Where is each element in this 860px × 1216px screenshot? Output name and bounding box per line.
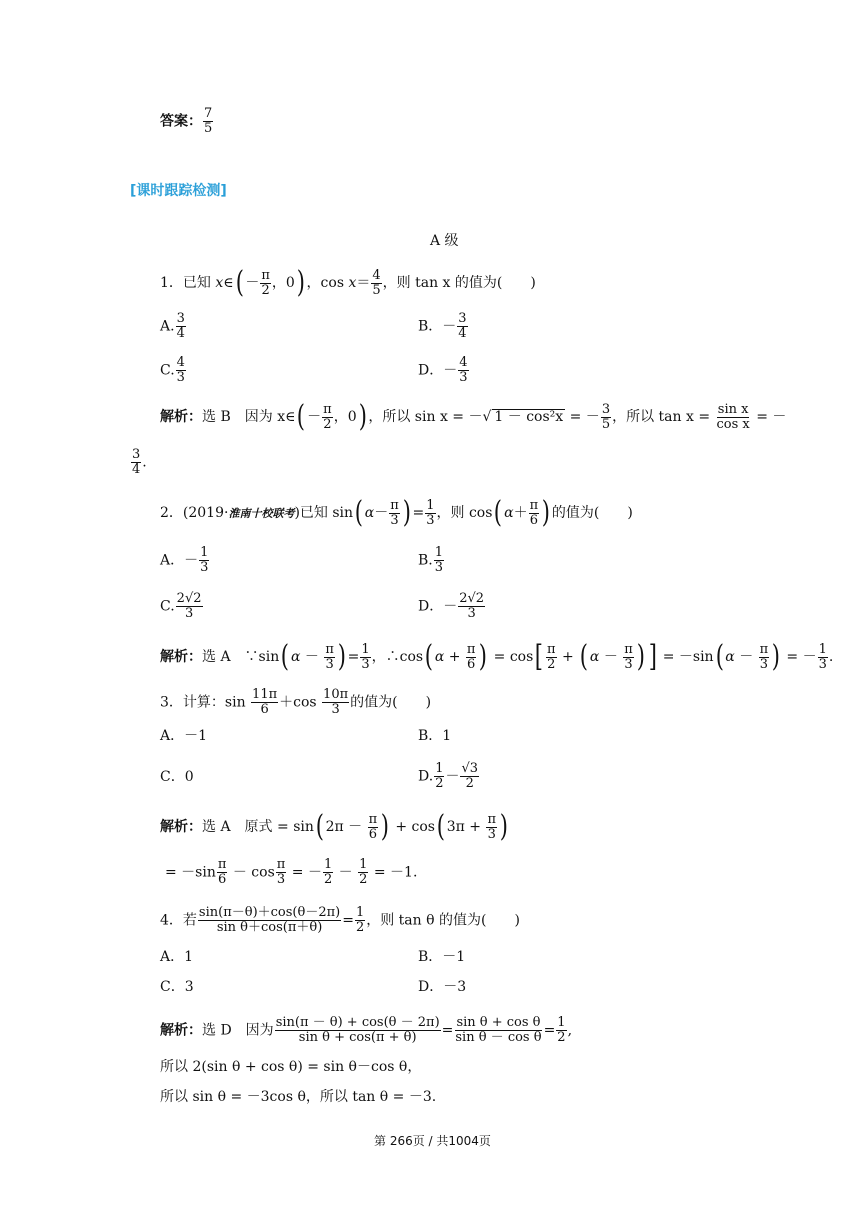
q4-solution: 解析：选 D 因为 $\frac{\sin(\pi - \theta) + \cos(\theta - 2\pi)}{\text{sin θ + cos(π + θ)}}$ = $\frac{\text{sin θ + cos θ}}{\text{sin θ － cos θ}}$ = $\frac{1}{2}$ , [160,1015,573,1045]
q4-solution-line2: 所以 2(sin θ + cos θ) = sin θ－cos θ， [160,1059,422,1075]
level-heading: A 级 [430,233,459,249]
q3-solution-line2: = －sin $\frac{\pi}{6}$ － cos $\frac{\pi}{3}$ = － $\frac{1}{2}$ － $\frac{1}{2}$ = －1. [165,857,418,887]
q4-option-d: D．－3 [418,979,467,995]
question-1: 1．已知 x∈( － $\frac{\pi}{2}$ ，0) ，cos x＝ $\frac{4}{5}$ ，则 tan x 的值为( ) [160,265,536,300]
q3-solution: 解析：选 A 原式 = sin( 2π － $\frac{\pi}{6}$ ) + cos( 3π + $\frac{\pi}{3}$ ) [160,809,508,844]
q2-solution: 解析：选 A ∵sin( α － $\frac{\pi}{3}$ ) = $\frac{1}{3}$ ，∴cos( α + $\frac{\pi}{6}$ ) = cos[ $\frac{\pi}{2}$ + ( α － $\frac{\pi}{3}$ ) ] = －sin( α － $\frac{\pi}{3}$ ) = － $\frac{1}{3}$ . [160,639,834,674]
page-footer: 第 266页 / 共1004页 [374,1134,491,1148]
question-3: 3．计算：sin $\frac{11\pi}{6}$ ＋cos $\frac{10\pi}{3}$ 的值为( ) [160,687,432,717]
question-4: 4．若 $\frac{\sin(\pi-\theta)+\cos(\theta-2\pi)}{\text{sin θ＋cos(π＋θ)}}$ = $\frac{1}{2}$ ，则 tan θ 的值为( ) [160,905,520,935]
q4-option-c: C．3 [160,979,194,995]
answer-label: 答案： [160,113,202,130]
q3-option-c: C．0 [160,769,194,785]
q4-solution-line3: 所以 sin θ = －3cos θ，所以 tan θ = －3. [160,1089,437,1105]
q4-option-a: A．1 [160,949,194,965]
answer-fraction: $\frac{7}{5}$ [204,106,213,136]
q2-option-d: D．－ $\frac{2√2}{3}$ [418,591,485,621]
q1-option-d: D．－ $\frac{4}{3}$ [418,355,468,385]
q3-option-d: D. $\frac{1}{2}$ － $\frac{√3}{2}$ [418,761,479,791]
question-source: 淮南十校联考 [228,507,295,520]
q4-option-b: B．－1 [418,949,466,965]
q3-option-b: B．1 [418,728,452,744]
q1-option-a: A. $\frac{3}{4}$ [160,311,185,341]
q1-option-c: C. $\frac{4}{3}$ [160,355,185,385]
q2-option-b: B. $\frac{1}{3}$ [418,545,444,575]
answer-line [160,107,214,136]
q2-option-a: A．－ $\frac{1}{3}$ [160,545,209,575]
section-title: [课时跟踪检测] [130,183,227,199]
q2-option-c: C. $\frac{2√2}{3}$ [160,591,202,621]
q1-solution-cont: $\frac{3}{4}$ . [132,447,147,477]
q1-option-b: B．－ $\frac{3}{4}$ [418,311,467,341]
question-2: 2．(2019·淮南十校联考)已知 sin( α－ $\frac{\pi}{3}$ ) = $\frac{1}{3}$ ，则 cos( α＋ $\frac{\pi}{6}$ ) 的值为( ) [160,495,633,530]
q1-solution: 解析：选 B 因为 x∈( － $\frac{\pi}{2}$ ，0) ，所以 sin x = －√ 1 － cos²x = － $\frac{3}{5}$ ，所以 tan x = $\frac{\text{sin x}}{\text{cos x}}$ = － [160,399,787,434]
q3-option-a: A．－1 [160,728,208,744]
